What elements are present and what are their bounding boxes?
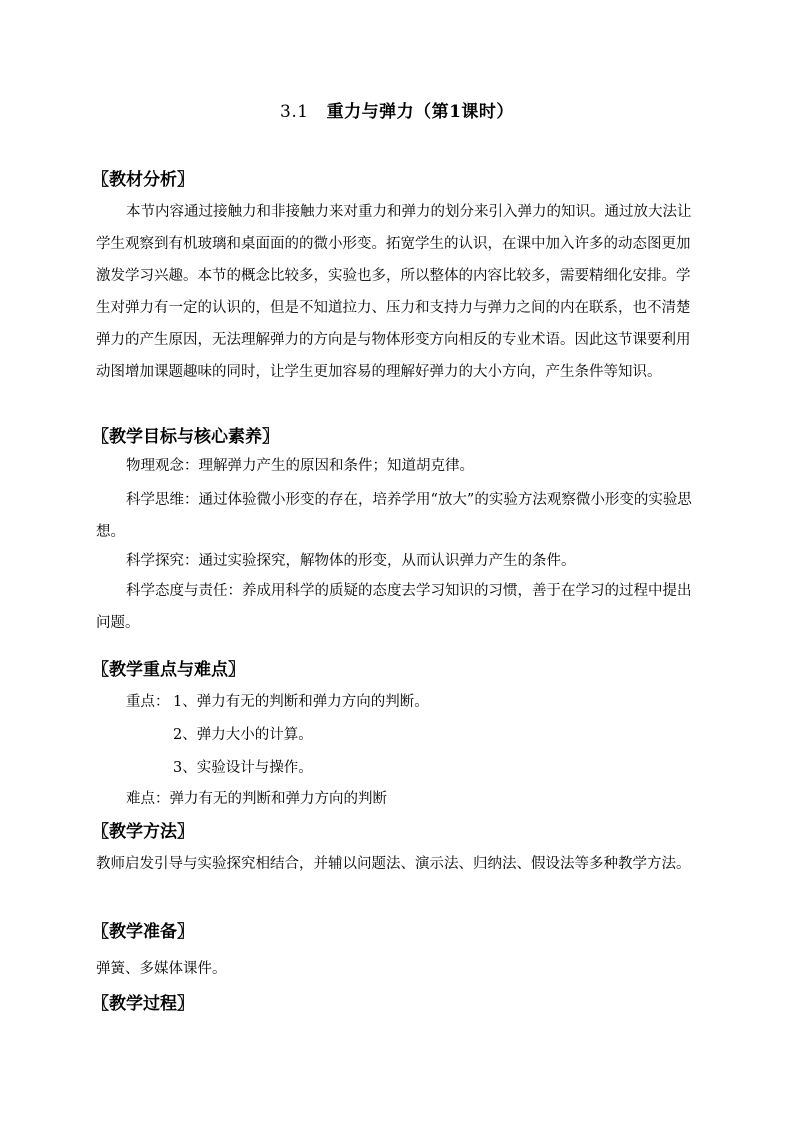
section-heading-methods: 〖教学方法〗 xyxy=(92,822,194,842)
section-heading-analysis: 〖教材分析〗 xyxy=(92,170,194,190)
focus-label: 重点： xyxy=(126,694,170,710)
focus-item: 1、弹力有无的判断和弹力方向的判断。 xyxy=(173,694,429,710)
focus-item: 2、弹力大小的计算。 xyxy=(173,727,313,743)
section-heading-preparation: 〖教学准备〗 xyxy=(92,922,194,942)
goal-item: 科学探究：通过实验探究，解物体的形变，从而认识弹力产生的条件。 xyxy=(126,553,576,569)
preparation-text: 弹簧、多媒体课件。 xyxy=(96,961,227,977)
title-text: 重力与弹力（第1课时） xyxy=(326,102,514,122)
section-heading-keypoints: 〖教学重点与难点〗 xyxy=(92,660,245,680)
focus-item: 3、实验设计与操作。 xyxy=(173,760,313,776)
section-heading-goals: 〖教学目标与核心素养〗 xyxy=(92,427,279,447)
goal-item: 科学态度与责任：养成用科学的质疑的态度去学习知识的习惯，善于在学习的过程中提出问题。 xyxy=(96,583,692,631)
section-heading-process: 〖教学过程〗 xyxy=(92,994,194,1014)
analysis-paragraph: 本节内容通过接触力和非接触力来对重力和弹力的划分来引入弹力的知识。通过放大法让学生观察到有机玻璃和桌面面的的微小形变。拓宽学生的认识，在课中加入许多的动态图更加激发学习兴趣。本节的概念比较多，实验也多，所以整体的内容比较多，需要精细化安排。学生对弹力有一定的认识的，但是不知道拉力、压力和支持力与弹力之间的内在联系，也不清楚弹力的产生原因，无法理解弹力的方向是与物体形变方向相反的专业术语。因此这节课要利用动图增加课题趣味的同时，让学生更加容易的理解好弹力的大小方向，产生条件等知识。 xyxy=(96,204,692,380)
page-title xyxy=(0,97,794,122)
title-number: 3.1 xyxy=(280,102,309,122)
difficulty-line: 难点：弹力有无的判断和弹力方向的判断 xyxy=(126,791,387,807)
methods-paragraph: 教师启发引导与实验探究相结合，并辅以问题法、演示法、归纳法、假设法等多种教学方法。 xyxy=(96,856,691,872)
goal-item: 物理观念：理解弹力产生的原因和条件；知道胡克律。 xyxy=(126,458,474,474)
goal-item: 科学思维：通过体验微小形变的存在，培养学用“放大”的实验方法观察微小形变的实验思想。 xyxy=(96,492,692,540)
